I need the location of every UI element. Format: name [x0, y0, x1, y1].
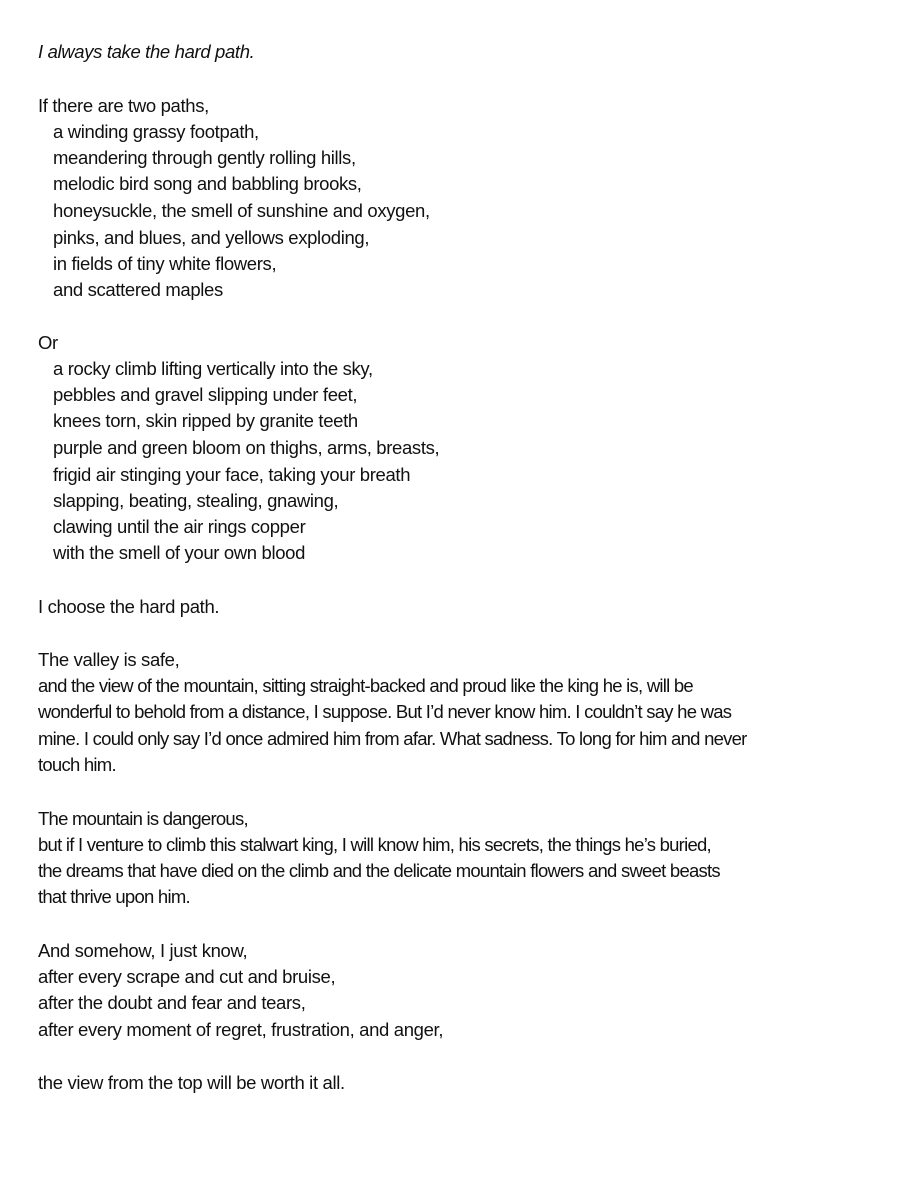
choice-line: I choose the hard path.: [38, 596, 220, 617]
stanza1-line: melodic bird song and babbling brooks,: [53, 173, 362, 194]
stanza1-opening: If there are two paths,: [38, 95, 209, 116]
closing-line: after the doubt and fear and tears,: [38, 992, 306, 1013]
stanza2-line: a rocky climb lifting vertically into the sky,: [53, 358, 373, 379]
stanza1-line: honeysuckle, the smell of sunshine and oxygen,: [53, 200, 430, 221]
stanza2-line: pebbles and gravel slipping under feet,: [53, 384, 358, 405]
mountain-opening: The mountain is dangerous,: [38, 808, 248, 829]
stanza2-line: with the smell of your own blood: [53, 542, 306, 563]
stanza2-line: purple and green bloom on thighs, arms, breasts,: [53, 437, 440, 458]
stanza2-line: frigid air stinging your face, taking your breath: [53, 464, 411, 485]
closing-line: after every scrape and cut and bruise,: [38, 966, 336, 987]
stanza1-line: a winding grassy footpath,: [53, 121, 259, 142]
stanza2-opening: Or: [38, 332, 58, 353]
stanza2-line: clawing until the air rings copper: [53, 516, 306, 537]
valley-line: and the view of the mountain, sitting straight-backed and proud like the king he is, will be: [38, 675, 693, 696]
epigraph: I always take the hard path.: [38, 41, 255, 62]
valley-opening: The valley is safe,: [38, 649, 180, 670]
stanza1-line: pinks, and blues, and yellows exploding,: [53, 227, 370, 248]
closing-line: after every moment of regret, frustration, and anger,: [38, 1019, 444, 1040]
valley-line: wonderful to behold from a distance, I suppose. But I’d never know him. I couldn’t say he was: [38, 701, 732, 722]
valley-line: touch him.: [38, 754, 116, 775]
mountain-line: but if I venture to climb this stalwart king, I will know him, his secrets, the things he’s buried,: [38, 834, 711, 855]
final-line: the view from the top will be worth it all.: [38, 1072, 345, 1093]
mountain-line: the dreams that have died on the climb and the delicate mountain flowers and sweet beasts: [38, 860, 720, 881]
stanza2-line: slapping, beating, stealing, gnawing,: [53, 490, 339, 511]
mountain-line: that thrive upon him.: [38, 886, 190, 907]
stanza2-line: knees torn, skin ripped by granite teeth: [53, 410, 358, 431]
stanza1-line: meandering through gently rolling hills,: [53, 147, 356, 168]
stanza1-line: in fields of tiny white flowers,: [53, 253, 277, 274]
closing-opening: And somehow, I just know,: [38, 940, 248, 961]
valley-line: mine. I could only say I’d once admired him from afar. What sadness. To long for him and never: [38, 728, 747, 749]
stanza1-line: and scattered maples: [53, 279, 223, 300]
